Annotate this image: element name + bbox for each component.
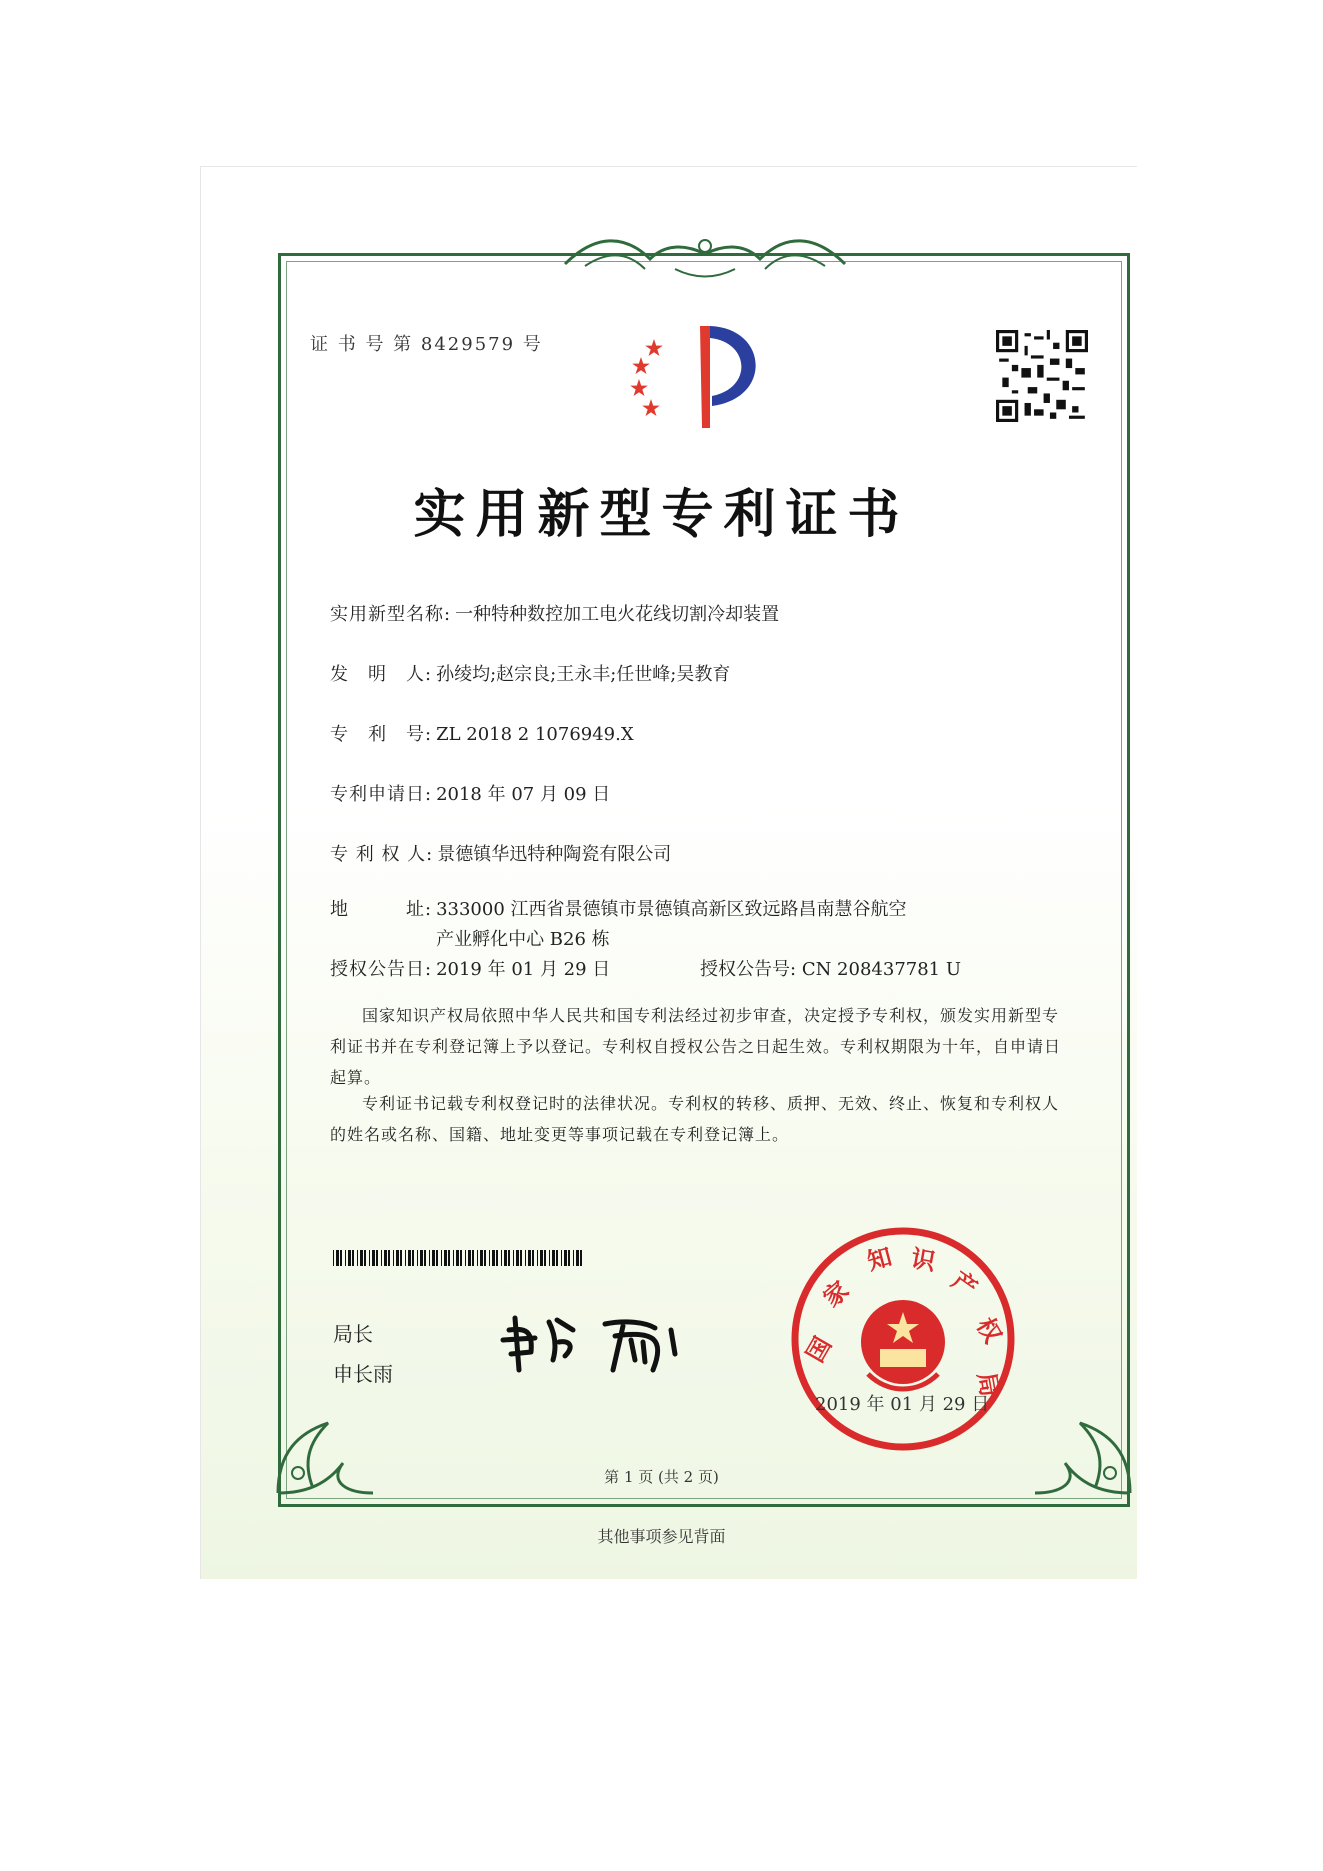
director-title: 局长 [333, 1322, 373, 1346]
barcode-bar [417, 1250, 418, 1266]
field-value: ZL 2018 2 1076949.X [436, 724, 634, 745]
barcode-bar [336, 1250, 339, 1266]
barcode-bar [388, 1250, 390, 1266]
barcode-bar [556, 1250, 558, 1266]
field-label: 授权公告号: [700, 959, 797, 980]
barcode-bar [441, 1250, 442, 1266]
barcode-bar [453, 1250, 454, 1266]
barcode-bar [568, 1250, 570, 1266]
barcode-bar [429, 1250, 430, 1266]
barcode-bar [408, 1250, 411, 1266]
barcode-icon [333, 1250, 583, 1266]
field-inventors [330, 660, 730, 686]
barcode-bar [405, 1250, 406, 1266]
field-grant-number [700, 955, 961, 981]
field-label: 授权公告日: [330, 959, 433, 980]
barcode-bar [564, 1250, 567, 1266]
svg-text:识: 识 [908, 1244, 938, 1277]
seal-date: 2019 年 01 月 29 日 [815, 1394, 990, 1415]
qr-code-icon [996, 330, 1088, 422]
field-label: 专 利 权 人: [330, 844, 434, 865]
field-value: CN 208437781 U [801, 959, 962, 980]
barcode-bar [525, 1250, 526, 1266]
barcode-bar [345, 1250, 346, 1266]
barcode-bar [549, 1250, 550, 1266]
field-address [330, 895, 916, 955]
barcode-bar [573, 1250, 574, 1266]
barcode-bar [340, 1250, 342, 1266]
barcode-bar [456, 1250, 459, 1266]
field-patentee [330, 840, 671, 866]
barcode-bar [448, 1250, 450, 1266]
barcode-bar [333, 1250, 334, 1266]
svg-text:局: 局 [972, 1370, 1004, 1399]
director-name: 申长雨 [333, 1362, 393, 1386]
field-value: 景德镇华迅特种陶瓷有限公司 [437, 844, 672, 865]
barcode-bar [360, 1250, 363, 1266]
field-label: 专 利 号: [330, 724, 433, 745]
barcode-bar [412, 1250, 414, 1266]
barcode-bar [504, 1250, 507, 1266]
field-label: 发 明 人: [330, 664, 433, 685]
field-model-name [330, 600, 779, 626]
director-signature [495, 1300, 715, 1380]
barcode-bar [364, 1250, 366, 1266]
barcode-bar [372, 1250, 375, 1266]
barcode-bar [552, 1250, 555, 1266]
barcode-bar [393, 1250, 394, 1266]
footer-note: 其他事项参见背面 [597, 1527, 726, 1546]
cnipa-logo-icon [628, 318, 778, 438]
field-label: 实用新型名称: [330, 604, 452, 625]
barcode-bar [369, 1250, 370, 1266]
barcode-bar [352, 1250, 354, 1266]
page-number: 第 1 页 (共 2 页) [604, 1468, 719, 1486]
barcode-bar [420, 1250, 423, 1266]
barcode-bar [540, 1250, 543, 1266]
barcode-bar [489, 1250, 490, 1266]
barcode-bar [508, 1250, 510, 1266]
field-value: 333000 江西省景德镇市景德镇高新区致远路昌南慧谷航空产业孵化中心 B26 栋 [436, 899, 907, 950]
barcode-bar [424, 1250, 426, 1266]
barcode-bar [501, 1250, 502, 1266]
barcode-bar [496, 1250, 498, 1266]
field-value: 2019 年 01 月 29 日 [436, 959, 611, 980]
field-patent-number [330, 720, 634, 746]
statement-paragraph-1: 国家知识产权局依照中华人民共和国专利法经过初步审查，决定授予专利权，颁发实用新型专利证书并在专利登记簿上予以登记。专利权自授权公告之日起生效。专利权期限为十年，自申请日起算。 [330, 1006, 1062, 1087]
barcode-bar [465, 1250, 466, 1266]
barcode-bar [472, 1250, 474, 1266]
barcode-bar [537, 1250, 538, 1266]
barcode-bar [484, 1250, 486, 1266]
barcode-bar [381, 1250, 382, 1266]
barcode-bar [357, 1250, 358, 1266]
barcode-bar [468, 1250, 471, 1266]
barcode-bar [348, 1250, 351, 1266]
barcode-bar [432, 1250, 435, 1266]
barcode-bar [516, 1250, 519, 1266]
svg-text:国: 国 [800, 1332, 838, 1367]
field-grant-date [330, 955, 610, 981]
barcode-bar [520, 1250, 522, 1266]
field-value: 孙绫均;赵宗良;王永丰;任世峰;吴教育 [436, 664, 731, 685]
statement-paragraph-2: 专利证书记载专利权登记时的法律状况。专利权的转移、质押、无效、终止、恢复和专利权人的姓名或名称、国籍、地址变更等事项记载在专利登记簿上。 [330, 1094, 1060, 1144]
svg-text:知: 知 [864, 1242, 895, 1276]
barcode-bar [576, 1250, 579, 1266]
barcode-bar [400, 1250, 402, 1266]
barcode-bar [544, 1250, 546, 1266]
barcode-bar [436, 1250, 438, 1266]
barcode-bar [580, 1250, 582, 1266]
barcode-bar [480, 1250, 483, 1266]
svg-text:家: 家 [817, 1275, 855, 1313]
barcode-bar [376, 1250, 378, 1266]
barcode-bar [532, 1250, 534, 1266]
barcode-bar [460, 1250, 462, 1266]
certificate-title: 实用新型专利证书 [413, 484, 910, 545]
field-label: 专利申请日: [330, 784, 433, 805]
official-seal-icon [788, 1224, 1018, 1454]
barcode-bar [384, 1250, 387, 1266]
svg-text:产: 产 [946, 1265, 983, 1303]
top-ornament [555, 224, 855, 284]
barcode-bar [477, 1250, 478, 1266]
barcode-bar [561, 1250, 562, 1266]
barcode-bar [444, 1250, 447, 1266]
field-value: 一种特种数控加工电火花线切割冷却装置 [455, 604, 780, 625]
barcode-bar [492, 1250, 495, 1266]
certificate-number: 证 书 号 第 8429579 号 [310, 334, 543, 355]
field-filing-date [330, 780, 610, 806]
field-label: 地 址: [330, 899, 433, 920]
barcode-bar [528, 1250, 531, 1266]
barcode-bar [396, 1250, 399, 1266]
svg-text:权: 权 [970, 1313, 1008, 1348]
field-value: 2018 年 07 月 09 日 [436, 784, 611, 805]
barcode-bar [513, 1250, 514, 1266]
